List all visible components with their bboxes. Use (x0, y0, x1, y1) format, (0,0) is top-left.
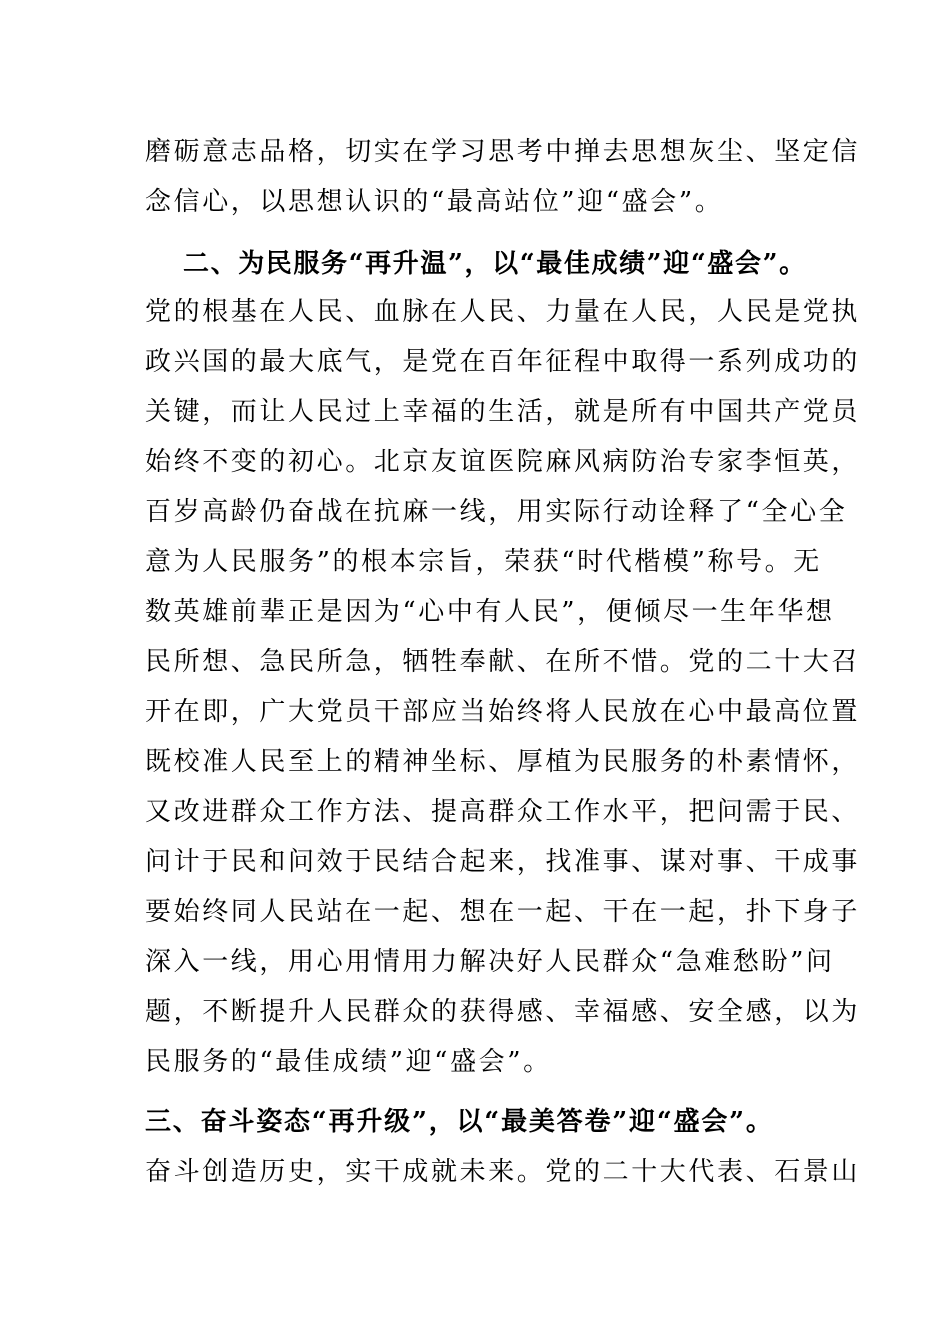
paragraph-line: 磨砺意志品格，切实在学习思考中掸去思想灰尘、坚定信 (145, 137, 861, 167)
paragraph-line: 百岁高龄仍奋战在抗麻一线，用实际行动诠释了“全心全 (145, 497, 848, 527)
paragraph-line: 深入一线，用心用情用力解决好人民群众“急难愁盼”问 (145, 947, 835, 977)
paragraph-line: 始终不变的初心。北京友谊医院麻风病防治专家李恒英， (145, 447, 861, 477)
paragraph-line: 民所想、急民所急，牺牲奉献、在所不惜。党的二十大召 (145, 647, 861, 677)
paragraph-line: 题，不断提升人民群众的获得感、幸福感、安全感，以为 (145, 997, 861, 1027)
paragraph-line: 要始终同人民站在一起、想在一起、干在一起，扑下身子 (145, 897, 861, 927)
section-2-heading: 二、为民服务“再升温”，以“最佳成绩”迎“盛会”。 (183, 249, 807, 279)
paragraph-line: 数英雄前辈正是因为“心中有人民”，便倾尽一生年华想 (145, 597, 835, 627)
paragraph-line: 关键，而让人民过上幸福的生活，就是所有中国共产党员 (145, 397, 861, 427)
paragraph-line: 政兴国的最大底气，是党在百年征程中取得一系列成功的 (145, 347, 861, 377)
paragraph-line: 问计于民和问效于民结合起来，找准事、谋对事、干成事 (145, 847, 861, 877)
paragraph-line: 意为人民服务”的根本宗旨，荣获“时代楷模”称号。无 (145, 547, 822, 577)
paragraph-line: 念信心，以思想认识的“最高站位”迎“盛会”。 (145, 187, 724, 217)
paragraph-line: 党的根基在人民、血脉在人民、力量在人民，人民是党执 (145, 297, 861, 327)
paragraph-line: 开在即，广大党员干部应当始终将人民放在心中最高位置 (145, 697, 861, 727)
section-3-heading: 三、奋斗姿态“再升级”，以“最美答卷”迎“盛会”。 (145, 1107, 774, 1137)
paragraph-line: 又改进群众工作方法、提高群众工作水平，把问需于民、 (145, 797, 861, 827)
paragraph-line: 民服务的“最佳成绩”迎“盛会”。 (145, 1047, 552, 1077)
paragraph-line: 既校准人民至上的精神坐标、厚植为民服务的朴素情怀， (145, 747, 861, 777)
paragraph-line: 奋斗创造历史，实干成就未来。党的二十大代表、石景山 (145, 1157, 861, 1187)
